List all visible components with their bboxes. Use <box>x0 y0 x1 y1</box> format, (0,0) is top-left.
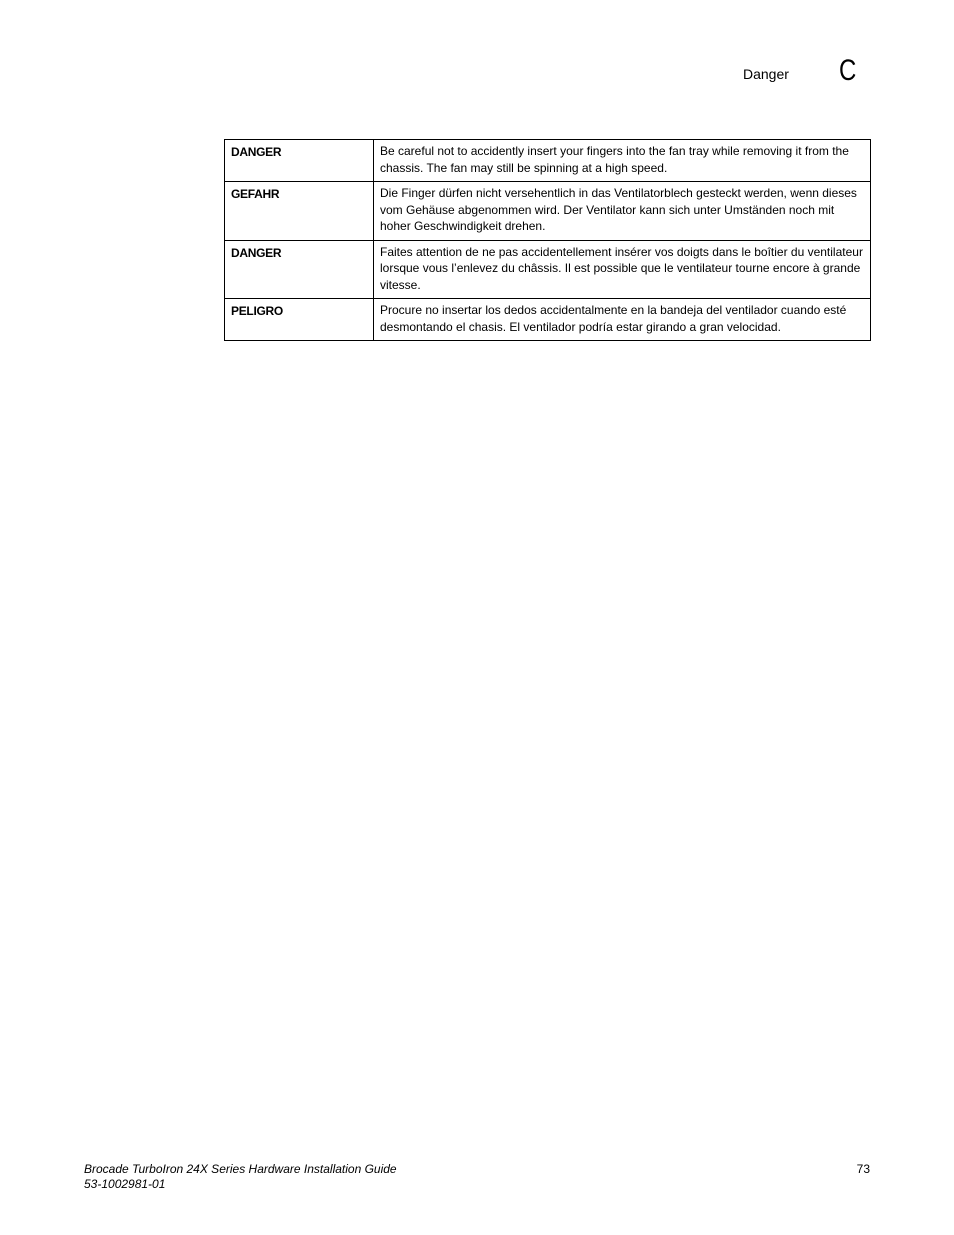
page-number: 73 <box>856 1162 870 1176</box>
danger-text: Faites attention de ne pas accidentellement insérer vos doigts dans le boîtier du ventilateur lorsque vous l’enlevez du châssis. Il est possible que le ventilateur tourne encore à grande vitesse. <box>374 240 871 299</box>
danger-label: DANGER <box>225 240 374 299</box>
danger-label: GEFAHR <box>225 182 374 241</box>
appendix-letter: C <box>839 54 857 87</box>
table-row <box>225 240 871 299</box>
section-title: Danger <box>743 66 789 82</box>
danger-text: Die Finger dürfen nicht versehentlich in das Ventilatorblech gesteckt werden, wenn dieses vom Gehäuse abgenommen wird. Der Ventilator kann sich unter Umständen noch mit hoher Geschwindigkeit drehen. <box>374 182 871 241</box>
danger-table <box>224 139 871 341</box>
danger-label: DANGER <box>225 140 374 182</box>
table-row <box>225 140 871 182</box>
danger-text: Procure no insertar los dedos accidentalmente en la bandeja del ventilador cuando esté desmontando el chasis. El ventilador podría estar girando a gran velocidad. <box>374 299 871 341</box>
table-row <box>225 182 871 241</box>
table-row <box>225 299 871 341</box>
footer-doc-number: 53-1002981-01 <box>84 1177 166 1191</box>
footer-guide-title: Brocade TurboIron 24X Series Hardware Installation Guide <box>84 1162 397 1176</box>
danger-text: Be careful not to accidently insert your fingers into the fan tray while removing it from the chassis. The fan may still be spinning at a high speed. <box>374 140 871 182</box>
danger-label: PELIGRO <box>225 299 374 341</box>
